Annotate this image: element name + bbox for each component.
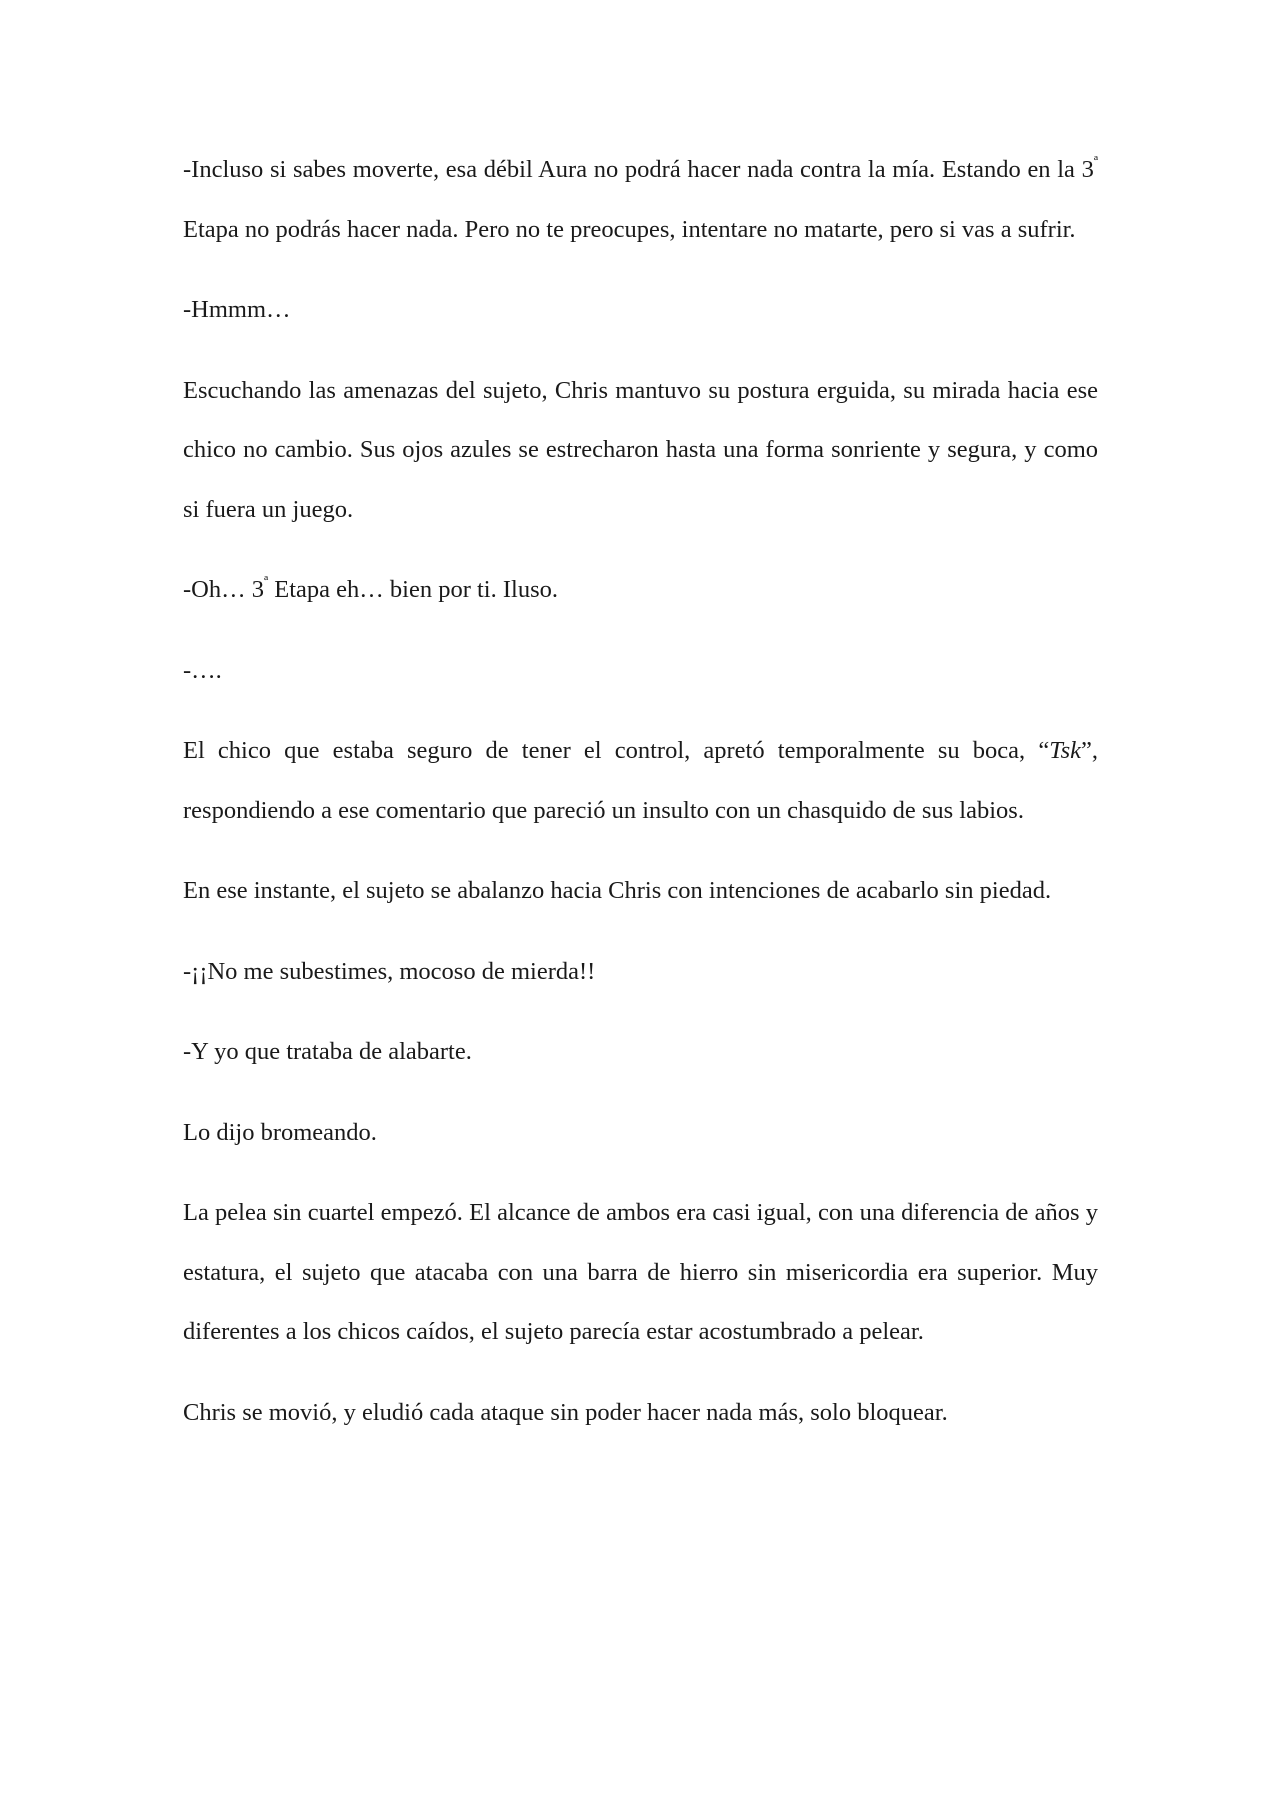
- paragraph-2: -Hmmm…: [183, 296, 291, 323]
- paragraph-7: En ese instante, el sujeto se abalanzo hacia Chris con intenciones de acabarlo sin piedad.: [183, 877, 1052, 904]
- paragraph-4-text-b: Etapa eh… bien por ti. Iluso.: [268, 576, 558, 603]
- paragraph-1-text-b: Etapa no podrás hacer nada. Pero no te preocupes, intentare no matarte, pero si vas a sufrir.: [183, 215, 1076, 243]
- document-body: [183, 140, 1098, 1463]
- paragraph-8: -¡¡No me subestimes, mocoso de mierda!!: [183, 957, 596, 985]
- paragraph-6-text-b: ”, respondiendo a ese comentario que pareció un insulto con un chasquido de sus labios.: [183, 737, 1098, 824]
- paragraph-12: Chris se movió, y eludió cada ataque sin poder hacer nada más, solo bloquear.: [183, 1398, 948, 1426]
- paragraph-10: Lo dijo bromeando.: [183, 1118, 377, 1146]
- paragraph-11: La pelea sin cuartel empezó. El alcance de ambos era casi igual, con una diferencia de años y estatura, el sujeto que atacaba con una barra de hierro sin misericordia era superior. Muy diferentes a los chicos caídos, el sujeto parecía estar acostumbrado a pelear.: [183, 1199, 1098, 1345]
- ordinal-indicator: ª: [263, 573, 269, 590]
- paragraph-5: -….: [183, 656, 222, 684]
- paragraph-3: Escuchando las amenazas del sujeto, Chris mantuvo su postura erguida, su mirada hacia ese chico no cambio. Sus ojos azules se estrecharon hasta una forma sonriente y segura, y como si fuera un juego.: [183, 376, 1098, 523]
- paragraph-1-text-a: -Incluso si sabes moverte, esa débil Aura no podrá hacer nada contra la mía. Estando en la 3: [183, 156, 1094, 183]
- paragraph-4: [183, 560, 1098, 620]
- paragraph-4-text-a: -Oh… 3: [183, 576, 264, 603]
- ordinal-indicator: ª: [1093, 153, 1098, 170]
- interjection-italic: Tsk: [1049, 737, 1081, 764]
- paragraph-9: -Y yo que trataba de alabarte.: [183, 1038, 472, 1065]
- paragraph-6-text-a: El chico que estaba seguro de tener el control, apretó temporalmente su boca, “: [183, 737, 1050, 764]
- paragraph-1: [183, 140, 1098, 259]
- paragraph-6: [183, 721, 1098, 840]
